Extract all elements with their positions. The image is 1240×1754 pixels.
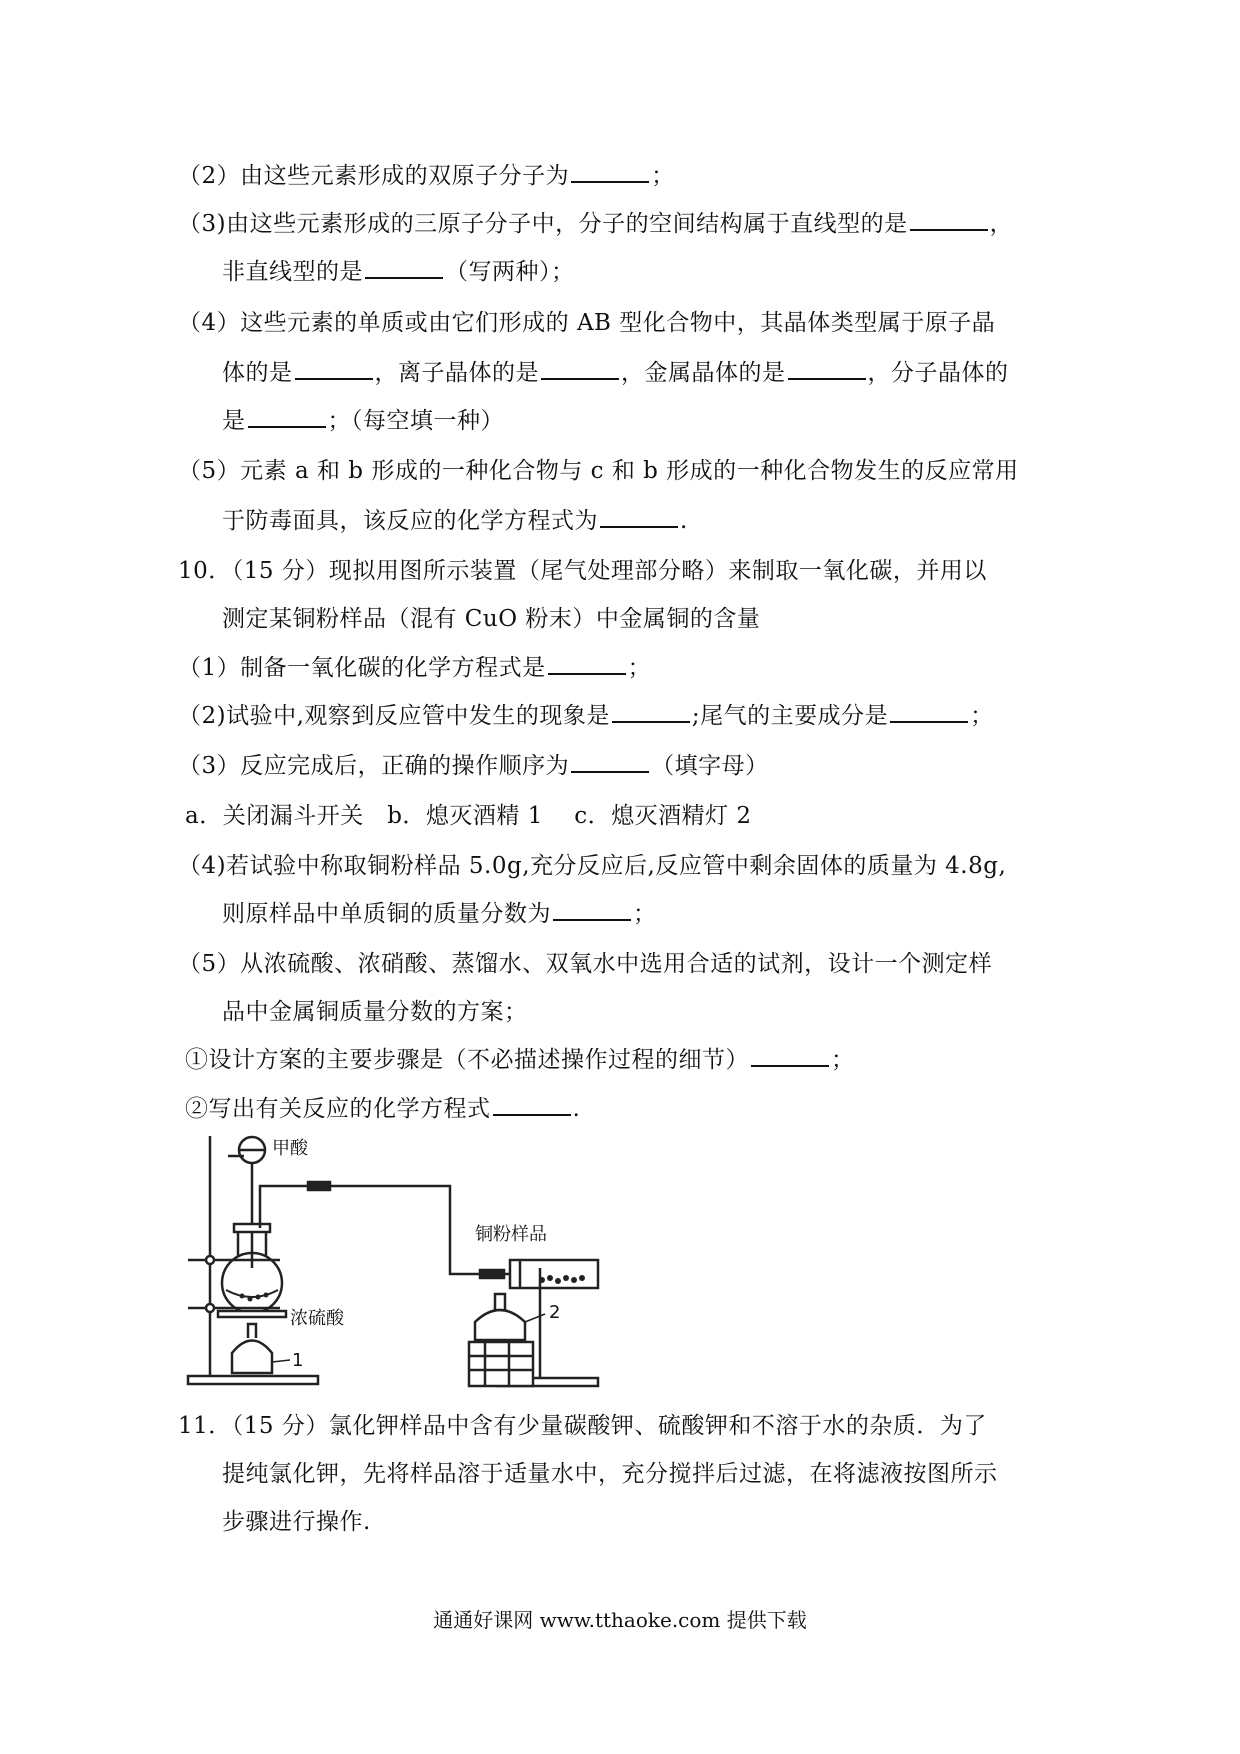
label-formic-acid: 甲酸 (272, 1138, 308, 1159)
q10-part4-line1: （4)若试验中称取铜粉样品 5.0g,充分反应后,反应管中剩余固体的质量为 4.8g, (178, 853, 1007, 879)
q11-stem-line1: 11．（15 分）氯化钾样品中含有少量碳酸钾、硫酸钾和不溶于水的杂质．为了 (178, 1413, 987, 1439)
label-copper-sample: 铜粉样品 (475, 1224, 547, 1245)
answer-blank[interactable] (571, 161, 649, 183)
answer-blank[interactable] (295, 358, 373, 380)
answer-blank[interactable] (248, 406, 326, 428)
q9-part3-line2: 非直线型的是 （写两种）； (222, 259, 575, 285)
q10-part5-line2: 品中金属铜质量分数的方案； (222, 999, 528, 1025)
answer-blank[interactable] (548, 653, 626, 675)
label-lamp-2: 2 (549, 1302, 561, 1323)
q10-stem-line1: 10．（15 分）现拟用图所示装置（尾气处理部分略）来制取一氧化碳，并用以 (178, 558, 987, 584)
page-footer: 通通好课网 www.tthaoke.com 提供下载 (433, 1608, 807, 1632)
answer-blank[interactable] (365, 257, 443, 279)
q11-stem-line3: 步骤进行操作. (222, 1509, 371, 1535)
answer-blank[interactable] (571, 751, 649, 773)
answer-blank[interactable] (493, 1094, 571, 1116)
answer-blank[interactable] (788, 358, 866, 380)
answer-blank[interactable] (600, 506, 678, 528)
q9-part3-line1: （3)由这些元素形成的三原子分子中，分子的空间结构属于直线型的是 ， (178, 211, 1014, 237)
q10-options: a．关闭漏斗开关 b．熄灭酒精 1 c．熄灭酒精灯 2 (185, 803, 752, 829)
alcohol-lamp-2 (465, 1280, 595, 1390)
answer-blank[interactable] (751, 1045, 829, 1067)
label-lamp-1: 1 (292, 1350, 304, 1371)
q10-part2: （2)试验中,观察到反应管中发生的现象是 ;尾气的主要成分是 ； (178, 703, 994, 729)
q10-part5-line1: （5）从浓硫酸、浓硝酸、蒸馏水、双氧水中选用合适的试剂，设计一个测定样 (178, 951, 993, 977)
q9-part4-line3: 是 ；（每空填一种） (222, 408, 504, 434)
label-conc-sulfuric-acid: 浓硫酸 (290, 1308, 344, 1329)
q10-part5-step2: ②写出有关反应的化学方程式 . (185, 1096, 581, 1122)
q10-part4-line2: 则原样品中单质铜的质量分数为 ； (222, 901, 657, 927)
q10-stem-line2: 测定某铜粉样品（混有 CuO 粉末）中金属铜的含量 (222, 606, 761, 632)
q10-part1: （1）制备一氧化碳的化学方程式是 ； (178, 655, 652, 681)
q9-part4-line2: 体的是 ，离子晶体的是 ，金属晶体的是 ，分子晶体的 (222, 360, 1009, 386)
q9-part4-line1: （4）这些元素的单质或由它们形成的 AB 型化合物中，其晶体类型属于原子晶 (178, 310, 996, 336)
q9-part5-line2: 于防毒面具，该反应的化学方程式为 . (222, 508, 688, 534)
answer-blank[interactable] (890, 701, 968, 723)
q11-stem-line2: 提纯氯化钾，先将样品溶于适量水中，充分搅拌后过滤，在将滤液按图所示 (222, 1461, 998, 1487)
answer-blank[interactable] (541, 358, 619, 380)
q10-part5-step1: ①设计方案的主要步骤是（不必描述操作过程的细节） ； (185, 1047, 855, 1073)
q9-part2: （2）由这些元素形成的双原子分子为 ； (178, 163, 675, 189)
answer-blank[interactable] (910, 209, 988, 231)
q9-part5-line1: （5）元素 a 和 b 形成的一种化合物与 c 和 b 形成的一种化合物发生的反应常用 (178, 458, 1019, 484)
answer-blank[interactable] (612, 701, 690, 723)
q10-part3: （3）反应完成后，正确的操作顺序为 （填字母） (178, 753, 769, 779)
answer-blank[interactable] (553, 899, 631, 921)
